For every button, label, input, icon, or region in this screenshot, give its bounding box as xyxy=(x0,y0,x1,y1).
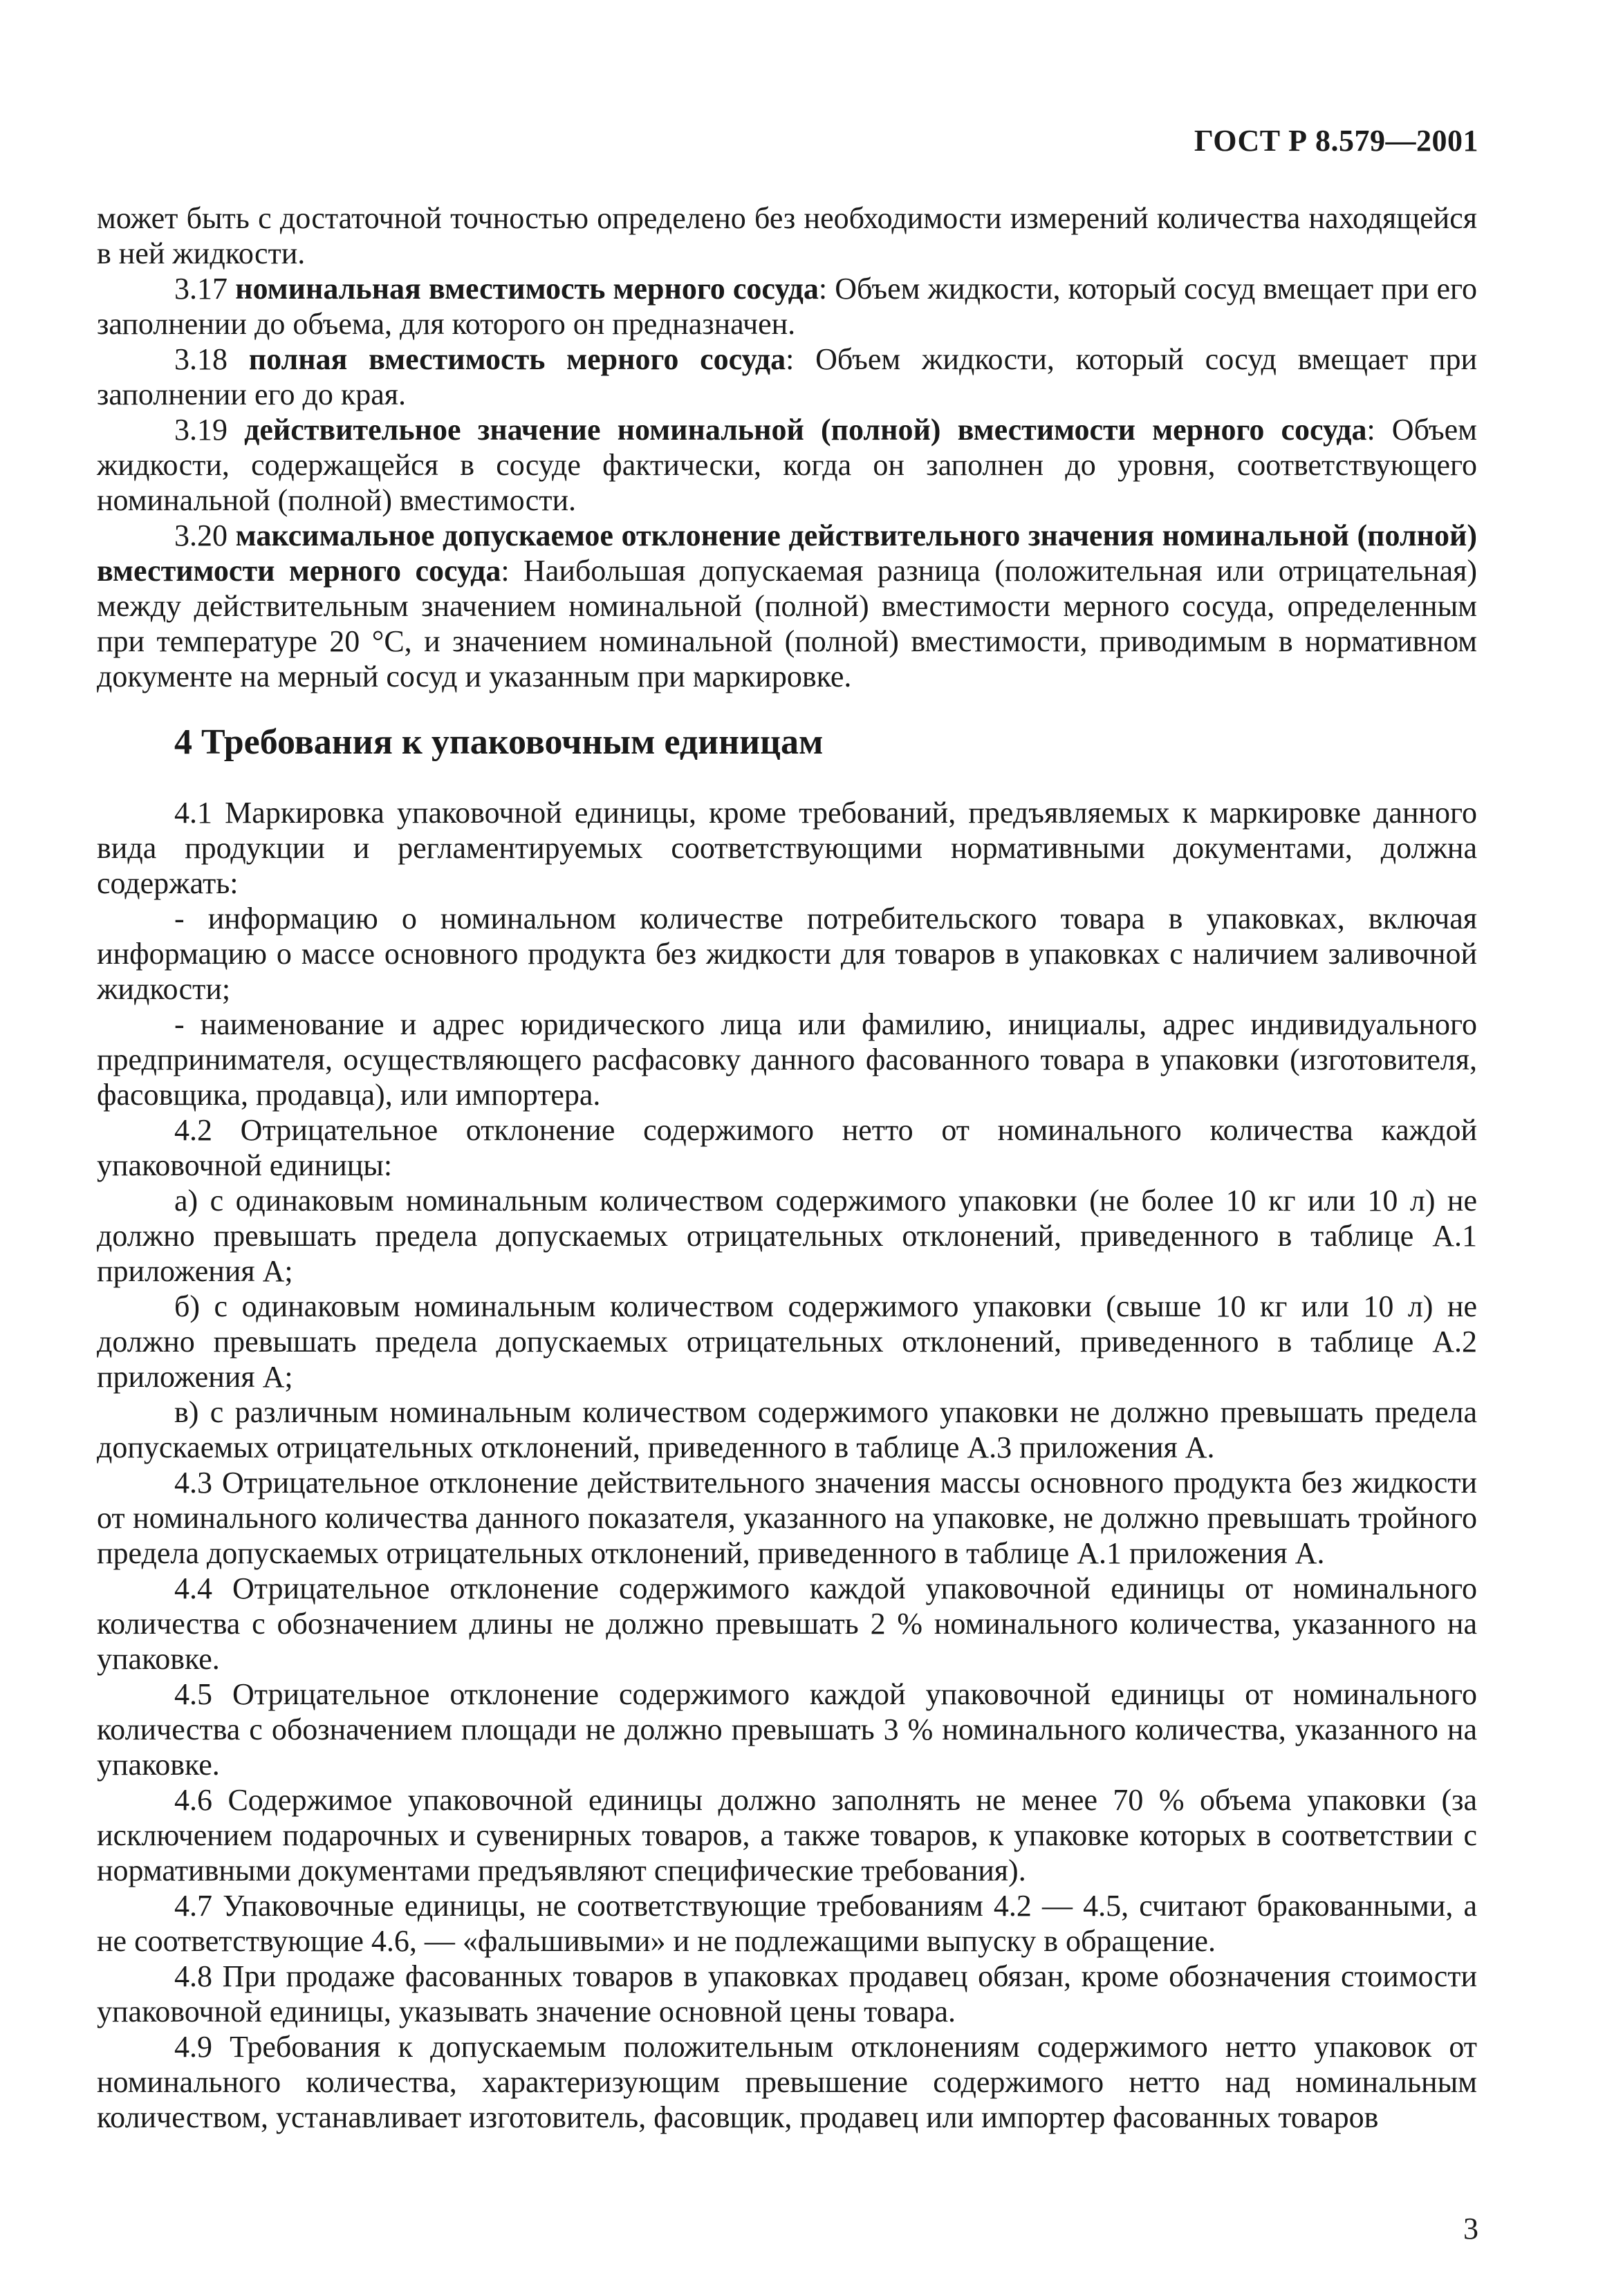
definition-3-17 xyxy=(97,271,1477,342)
clause-4-1: 4.1 Маркировка упаковочной единицы, кроме требований, предъявляемых к маркировке данного вида продукции и регламентируемых соответствующими нормативными документами, должна содержать: xyxy=(97,796,1477,900)
standard-code-header: ГОСТ Р 8.579—2001 xyxy=(1194,124,1478,158)
clause-4-4: 4.4 Отрицательное отклонение содержимого каждой упаковочной единицы от номинального количества с обозначением длины не должно превышать 2 % номинального количества, указанного на упаковке. xyxy=(97,1571,1477,1676)
definition-number: 3.19 xyxy=(174,413,228,447)
definition-text: : Объем жидкости, содержащейся в сосуде фактически, когда он заполнен до уровня, соответствующего номинальной (полной) вместимости. xyxy=(97,413,1478,517)
definition-number: 3.17 xyxy=(174,272,228,306)
clause-4-7: 4.7 Упаковочные единицы, не соответствующие требованиям 4.2 — 4.5, считают бракованными, а не соответствующие 4.6, — «фальшивыми» и не подлежащими выпуску в обращение. xyxy=(97,1889,1477,1958)
clause-4-8: 4.8 При продаже фасованных товаров в упаковках продавец обязан, кроме обозначения стоимости упаковочной единицы, указывать значение основной цены товара. xyxy=(97,1959,1477,2028)
definition-number: 3.18 xyxy=(174,342,228,376)
clause-4-2: 4.2 Отрицательное отклонение содержимого нетто от номинального количества каждой упаковочной единицы: xyxy=(97,1113,1477,1182)
clause-4-6: 4.6 Содержимое упаковочной единицы должно заполнять не менее 70 % объема упаковки (за исключением подарочных и сувенирных товаров, а также товаров, к упаковке которых в соответствии с нормативными документами предъявляют специфические требования). xyxy=(97,1783,1477,1887)
clause-4-2-c: в) с различным номинальным количеством содержимого упаковки не должно превышать предела допускаемых отрицательных отклонений, приведенного в таблице А.3 приложения А. xyxy=(97,1395,1477,1464)
definition-term: максимальное допускаемое отклонение действительного значения номинальной (полной) вместимости мерного сосуда xyxy=(97,519,1477,588)
definition-3-19 xyxy=(97,412,1477,518)
clause-4-2-a: а) с одинаковым номинальным количеством содержимого упаковки (не более 10 кг или 10 л) не должно превышать предела допускаемых отрицательных отклонений, приведенного в таблице А.1 приложения А; xyxy=(97,1184,1477,1288)
definition-term: действительное значение номинальной (полной) вместимости мерного сосуда xyxy=(244,413,1367,447)
clause-4-1-item-1: - информацию о номинальном количестве потребительского товара в упаковках, включая информацию о массе основного продукта без жидкости для товаров в упаковках с наличием заливочной жидкости; xyxy=(97,902,1477,1006)
definition-term: полная вместимость мерного сосуда xyxy=(248,342,786,376)
definition-text: : Наибольшая допускаемая разница (положительная или отрицательная) между действительным значением номинальной (полной) вместимости мерного сосуда, определенным при температуре 20 °С, и значением номинальной (полной) вместимости, приводимым в нормативном документе на мерный сосуд и указанным при маркировке. xyxy=(97,554,1477,693)
intro-continuation: может быть с достаточной точностью определено без необходимости измерений количества находящейся в ней жидкости. xyxy=(97,201,1477,270)
document-body xyxy=(97,200,1477,2135)
clause-4-3: 4.3 Отрицательное отклонение действительного значения массы основного продукта без жидкости от номинального количества данного показателя, указанного на упаковке, не должно превышать тройного предела допускаемых отрицательных отклонений, приведенного в таблице А.1 приложения А. xyxy=(97,1466,1477,1570)
definition-text: : Объем жидкости, который сосуд вмещает при заполнении его до края. xyxy=(97,342,1478,411)
clause-4-9: 4.9 Требования к допускаемым положительным отклонениям содержимого нетто упаковок от номинального количества, характеризующим превышение содержимого нетто над номинальным количеством, устанавливает изготовитель, фасовщик, продавец или импортер фасованных товаров xyxy=(97,2030,1477,2134)
definition-term: номинальная вместимость мерного сосуда xyxy=(235,272,819,306)
page-number: 3 xyxy=(1463,2212,1478,2246)
clause-4-2-b: б) с одинаковым номинальным количеством содержимого упаковки (свыше 10 кг или 10 л) не должно превышать предела допускаемых отрицательных отклонений, приведенного в таблице А.2 приложения А; xyxy=(97,1289,1477,1394)
section-4-title: 4 Требования к упаковочным единицам xyxy=(174,722,824,762)
definition-3-18 xyxy=(97,342,1477,412)
definition-3-20 xyxy=(97,518,1477,694)
definition-number: 3.20 xyxy=(174,519,228,552)
clause-4-5: 4.5 Отрицательное отклонение содержимого каждой упаковочной единицы от номинального количества с обозначением площади не должно превышать 3 % номинального количества, указанного на упаковке. xyxy=(97,1677,1477,1782)
definition-text: : Объем жидкости, который сосуд вмещает при его заполнении до объема, для которого он предназначен. xyxy=(97,272,1477,341)
clause-4-1-item-2: - наименование и адрес юридического лица или фамилию, инициалы, адрес индивидуального предпринимателя, осуществляющего расфасовку данного фасованного товара в упаковки (изготовителя, фасовщика, продавца), или импортера. xyxy=(97,1007,1477,1112)
